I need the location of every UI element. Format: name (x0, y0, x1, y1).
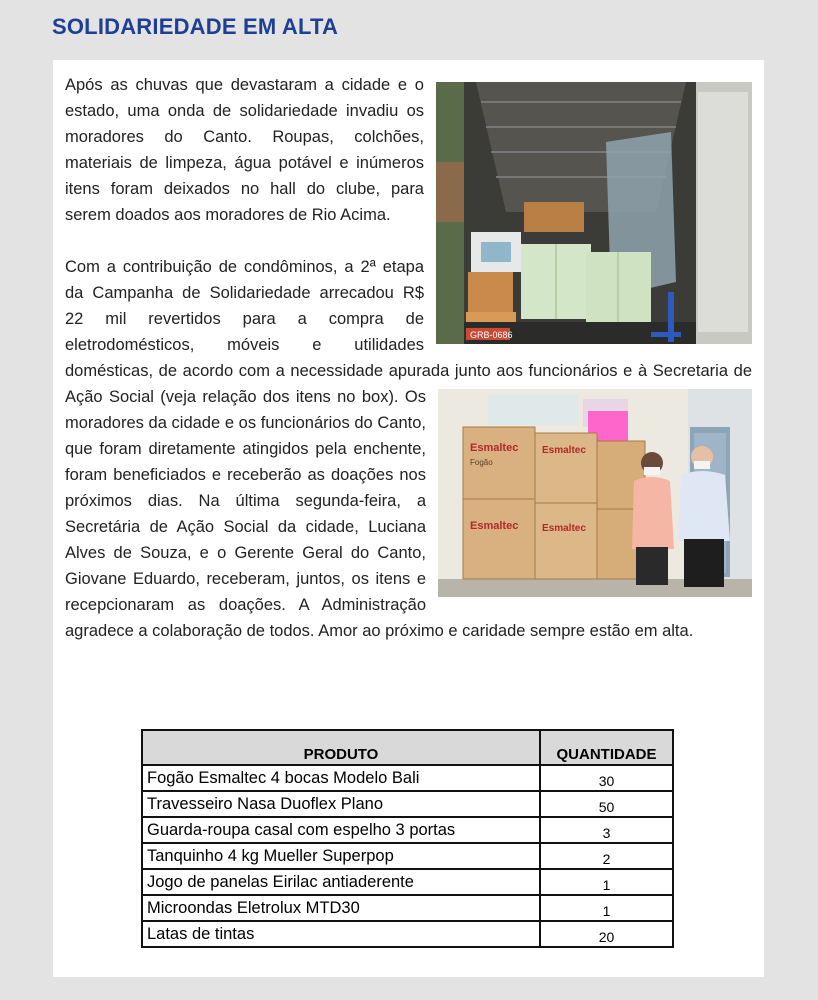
column-header-product: PRODUTO (142, 730, 540, 765)
table-row (142, 765, 673, 791)
article-paragraph-2-part-b: Os moradores da cidade e os funcionários do Canto, que foram diretamente atingidos pela enchente, foram beneficiados e receberão as doações nos próximos dias. Na última segunda-feira, a Secretária de Ação Social da cidade, Luciana Alves de Souza, e o Gerente Geral do Canto, Giovane Eduardo, receberam, juntos, os itens e recepcionaram as doações. A Administração agradece a colaboração de todos. Amor ao próximo e caridade sempre estão em alta. (65, 388, 694, 640)
product-cell: Fogão Esmaltec 4 bocas Modelo Bali (142, 765, 540, 791)
box-brand-text-3: Esmaltec (470, 520, 519, 532)
donation-items-table-container (141, 729, 674, 948)
product-cell: Microondas Eletrolux MTD30 (142, 895, 540, 921)
product-cell: Guarda-roupa casal com espelho 3 portas (142, 817, 540, 843)
box-brand-text: Esmaltec (470, 442, 519, 454)
page-title: SOLIDARIEDADE EM ALTA (52, 14, 339, 39)
quantity-cell: 20 (540, 921, 673, 947)
table-row (142, 817, 673, 843)
table-row (142, 869, 673, 895)
table-row (142, 843, 673, 869)
article-paragraph-1: Após as chuvas que devastaram a cidade e o estado, uma onda de solidariedade invadiu os moradores do Canto. Roupas, colchões, materiais de limpeza, água potável e inúmeros itens foram deixados no hall do clube, para serem doados aos moradores de Rio Acima. (65, 76, 424, 224)
quantity-cell: 30 (540, 765, 673, 791)
article-paragraph-2-part-a: Com a contribuição de condôminos, a 2ª etapa da Campanha de Solidariedade arrecadou R$ 22 mil revertidos para a compra de eletrodomésticos, móveis e utilidades domésticas, de acordo com a necessidade apurada junto aos funcionários e à Secretaria de Ação Social (veja relação dos itens no box). (65, 258, 752, 406)
quantity-cell: 2 (540, 843, 673, 869)
table-row (142, 791, 673, 817)
truck-donations-photo (436, 82, 752, 344)
column-header-quantity: QUANTIDADE (540, 730, 673, 765)
table-row (142, 895, 673, 921)
article-body (65, 72, 752, 644)
box-product-text: Fogão (470, 458, 493, 467)
donation-items-table (141, 729, 674, 948)
license-plate-text: GRB-0686 (470, 330, 513, 340)
box-brand-text-2: Esmaltec (542, 445, 586, 456)
quantity-cell: 1 (540, 895, 673, 921)
product-cell: Tanquinho 4 kg Mueller Superpop (142, 843, 540, 869)
quantity-cell: 1 (540, 869, 673, 895)
box-brand-text-4: Esmaltec (542, 523, 586, 534)
product-cell: Travesseiro Nasa Duoflex Plano (142, 791, 540, 817)
table-row (142, 921, 673, 947)
product-cell: Latas de tintas (142, 921, 540, 947)
product-cell: Jogo de panelas Eirilac antiaderente (142, 869, 540, 895)
donation-boxes-photo (438, 389, 752, 597)
table-header-row (142, 730, 673, 765)
quantity-cell: 3 (540, 817, 673, 843)
quantity-cell: 50 (540, 791, 673, 817)
